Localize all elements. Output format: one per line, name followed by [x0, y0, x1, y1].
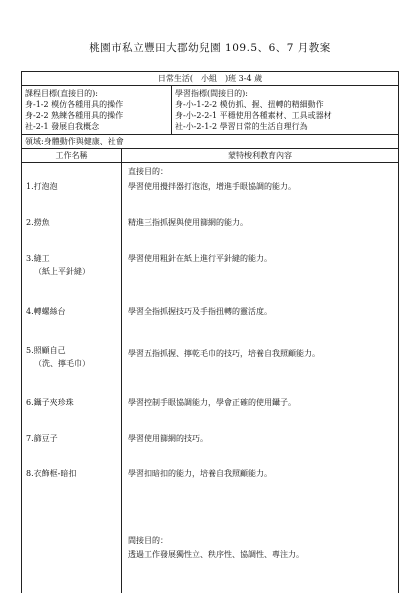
domain-row	[22, 135, 398, 149]
direct-purpose-label: 直接目的：	[128, 167, 168, 176]
column-header-row	[22, 149, 398, 163]
work-item: 8.衣飾框-暗扣	[26, 469, 77, 478]
work-description: 學習使用篩網的技巧。	[128, 434, 208, 443]
work-description: 學習扣暗扣的能力，培養自我照顧能力。	[128, 469, 272, 478]
domain-text: 領域:身體動作與健康、社會	[25, 137, 124, 146]
daily-life-class: 日常生活( 小組 )班 3-4 歲	[157, 74, 263, 83]
course-goals	[22, 86, 172, 134]
indirect-purpose-label: 間接目的：	[128, 536, 168, 545]
indirect-purpose-text: 透過工作發展獨性立、秩序性、協調性、專注力。	[128, 550, 304, 559]
content-header: 蒙特梭利教育內容	[228, 151, 292, 160]
work-item-sub: （紙上平針縫）	[34, 267, 90, 276]
class-row	[22, 72, 398, 86]
work-description: 學習全指抓握技巧及手指扭轉的靈活度。	[128, 307, 272, 316]
work-item: 3.縫工	[26, 254, 50, 263]
work-name-header: 工作名稱	[22, 149, 122, 162]
course-goal-line: 身-2-2 熟練各種用具的操作	[25, 111, 124, 120]
content-column	[122, 163, 398, 593]
learning-indicator-line: 身-小-1-2-2 模仿抓、握、扭轉的精細動作	[175, 100, 324, 109]
work-description: 學習使用攪拌器打泡泡，增進手眼協調的能力。	[128, 182, 296, 191]
work-item: 2.撈魚	[26, 218, 50, 227]
work-item: 6.鑷子夾珍珠	[26, 398, 74, 407]
work-item: 7.篩豆子	[26, 434, 58, 443]
work-item: 1.打泡泡	[26, 182, 58, 191]
work-description: 精進三指抓握與使用篩網的能力。	[128, 218, 248, 227]
work-description: 學習使用粗針在紙上進行平針縫的能力。	[128, 254, 272, 263]
learning-indicator-line: 社-小-2-1-2 學習日常的生活自理行為	[175, 122, 308, 131]
goals-row	[22, 86, 398, 135]
work-item-sub: （洗、擰毛巾）	[34, 359, 90, 368]
learning-indicators	[172, 86, 398, 134]
course-goal-line: 身-1-2 模仿各種用具的操作	[25, 100, 124, 109]
course-goals-heading: 課程目標(直接目的):	[25, 89, 98, 98]
learning-indicators-heading: 學習指標(間接目的):	[175, 89, 248, 98]
course-goal-line: 社-2-1 發展自我概念	[25, 122, 100, 131]
work-name-column	[22, 163, 122, 593]
work-item: 4.轉螺絲台	[26, 307, 66, 316]
learning-indicator-line: 身-小-2-2-1 平穩使用各種素材、工具或器材	[175, 111, 332, 120]
page-title: 桃園市私立豐田大郡幼兒園 109.5、6、7 月教案	[89, 42, 331, 54]
work-item: 5.照顧自己	[26, 346, 66, 355]
lesson-plan-table	[21, 71, 399, 593]
content-body-row	[22, 163, 398, 593]
work-description: 學習控制手眼協調能力，學會正確的使用鑷子。	[128, 398, 296, 407]
work-description: 學習五指抓握、擰乾毛巾的技巧，培養自我照顧能力。	[128, 349, 320, 358]
